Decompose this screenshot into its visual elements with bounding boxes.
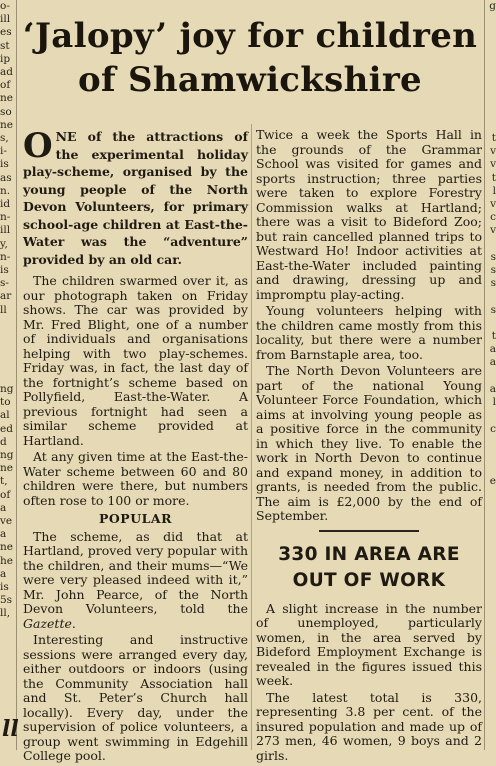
- margin-fragment: e: [489, 475, 496, 488]
- margin-fragment: is: [0, 580, 9, 593]
- body-paragraph: At any given time at the East-the-Water scheme between 60 and 80 children were there, but numbers often rose to 100 or more.: [23, 449, 248, 508]
- section-divider: [319, 530, 419, 532]
- secondary-headline-line-2: OUT OF WORK: [292, 569, 446, 591]
- margin-fragment: y,: [0, 237, 8, 250]
- secondary-headline: [256, 542, 482, 594]
- body-paragraph: Interesting and instructive sessions were arranged every day, either outdoors or indoors (using the Community Association hall and St. Peter’s Church hall locally). Every day, under the supervision of police volunteers, a group went swimming in Edgehill College pool.: [23, 632, 248, 763]
- margin-fragment: a: [489, 356, 496, 369]
- margin-fragment: is: [0, 158, 9, 171]
- body-paragraph: Twice a week the Sports Hall in the grounds of the Grammar School was visited for games and sports instruction; three parties were taken to explore Forestry Commission walks at Hartland; there was a visit to Bideford Zoo; but rain cancelled planned trips to Westward Ho! Indoor activities at East-the-Water included painting and drawing, dressing up and impromptu play-acting.: [256, 127, 482, 302]
- margin-fragment: [0, 370, 14, 383]
- margin-fragment: t: [491, 132, 496, 145]
- margin-fragment: [486, 66, 496, 79]
- secondary-headline-line-1: 330 IN AREA ARE: [278, 543, 460, 565]
- margin-fragment: ad: [0, 66, 13, 79]
- margin-fragment: n-: [0, 250, 11, 263]
- margin-fragment: a: [0, 528, 7, 541]
- margin-fragment: i-: [0, 145, 7, 158]
- margin-fragment: [0, 356, 14, 369]
- margin-fragment: of: [0, 488, 11, 501]
- margin-fragment: ill: [0, 224, 11, 237]
- margin-fragment: [486, 436, 496, 449]
- margin-fragment: c: [490, 422, 496, 435]
- margin-fragment: st: [0, 39, 10, 52]
- margin-fragment: t: [491, 171, 496, 184]
- margin-fragment: [486, 462, 496, 475]
- margin-fragment: t: [491, 330, 496, 343]
- margin-fragment: [486, 79, 496, 92]
- margin-fragment: n.: [0, 184, 11, 197]
- column-rule-left: [16, 0, 17, 750]
- headline-line-1: ‘Jalopy’ joy for children: [22, 16, 478, 56]
- margin-fragment: [486, 409, 496, 422]
- body-paragraph: A slight increase in the number of unemployed, particularly women, in the area served by Bideford Employment Exchange is revealed in the figures issued this week.: [256, 600, 482, 688]
- margin-mark: ll: [2, 716, 19, 742]
- margin-fragment: 5s: [0, 594, 13, 607]
- margin-fragment: [486, 317, 496, 330]
- margin-fragment: t,: [0, 475, 8, 488]
- margin-fragment: [0, 343, 14, 356]
- margin-fragment: [486, 106, 496, 119]
- margin-fragment: v: [490, 198, 496, 211]
- margin-fragment: ne: [0, 92, 13, 105]
- margin-fragment: of: [0, 79, 11, 92]
- margin-fragment: al: [0, 409, 10, 422]
- drop-cap: O: [23, 126, 53, 166]
- margin-fragment: [486, 449, 496, 462]
- margin-fragment: ve: [0, 514, 13, 527]
- margin-fragment: ne: [0, 462, 13, 475]
- margin-fragment: v: [490, 145, 496, 158]
- margin-fragment: o-: [0, 0, 10, 12]
- subheading-popular: POPULAR: [99, 511, 172, 526]
- margin-fragment: s: [490, 264, 496, 277]
- margin-fragment: a: [489, 343, 496, 356]
- margin-fragment: ed: [0, 422, 13, 435]
- body-paragraph: The North Devon Volunteers are part of the national Young Volunteer Force Foundation, which aims at involving young people as a positive force in the community in which they live. To enable the work in North Devon to continue and expand money, in addition to grants, is needed from the public. The aim is £2,000 by the end of September.: [256, 363, 482, 523]
- lede-text: NE of the attractions of the experimental holiday play-scheme, organised by the young people of the North Devon Volunteers, for primary school-age children at East-the-Water was the “adventure” provided by an old car.: [23, 129, 248, 267]
- quote-text: The scheme, as did that at Hartland, proved very popular with the children, and their mums—“We were very pleased indeed with it,” Mr. John Pearce, of the North Devon Volunteers, told the: [23, 528, 248, 616]
- margin-fragment: [486, 26, 496, 39]
- margin-fragment: [486, 13, 496, 26]
- margin-fragment: s: [490, 250, 496, 263]
- margin-fragment: s-: [0, 277, 9, 290]
- newspaper-name: Gazette: [23, 615, 72, 631]
- article-column-1: [23, 128, 248, 766]
- margin-fragment: id: [0, 198, 11, 211]
- article-headline: [20, 14, 480, 102]
- body-paragraph: [23, 530, 248, 632]
- margin-fragment: s: [490, 303, 496, 316]
- margin-fragment: ll,: [0, 607, 11, 620]
- margin-fragment: es: [0, 26, 12, 39]
- margin-fragment: is: [0, 264, 9, 277]
- margin-fragment: c: [490, 211, 496, 224]
- margin-fragment: [0, 330, 14, 343]
- margin-fragment: s: [490, 277, 496, 290]
- margin-fragment: [0, 317, 14, 330]
- right-margin-fragments: [486, 0, 496, 750]
- margin-fragment: ng: [0, 448, 14, 461]
- headline-line-2: of Shamwickshire: [78, 60, 422, 100]
- margin-fragment: he: [0, 554, 13, 567]
- margin-fragment: ne: [0, 541, 13, 554]
- margin-fragment: ill: [0, 13, 11, 26]
- margin-fragment: [486, 238, 496, 251]
- margin-fragment: l: [492, 396, 496, 409]
- body-paragraph: The latest total is 330, representing 3.8 per cent. of the insured population and made up of 273 men, 46 women, 9 boys and 2 girls.: [256, 689, 482, 763]
- margin-fragment: a: [0, 501, 7, 514]
- left-margin-fragments: [0, 0, 14, 750]
- margin-fragment: as: [0, 171, 12, 184]
- body-paragraph: Young volunteers helping with the children came mostly from this locality, but there were a number from Barnstaple area, too.: [256, 303, 482, 362]
- margin-fragment: [486, 370, 496, 383]
- margin-fragment: ar: [0, 290, 12, 303]
- margin-fragment: l: [492, 184, 496, 197]
- margin-fragment: [486, 92, 496, 105]
- margin-fragment: v: [490, 224, 496, 237]
- margin-fragment: [486, 40, 496, 53]
- margin-fragment: g: [489, 0, 496, 12]
- margin-fragment: n-: [0, 211, 11, 224]
- margin-fragment: [486, 53, 496, 66]
- column-rule-right: [484, 0, 485, 750]
- margin-fragment: ll: [0, 303, 7, 316]
- margin-fragment: v: [490, 158, 496, 171]
- column-rule-middle: [251, 124, 252, 750]
- margin-fragment: s,: [0, 132, 9, 145]
- quote-end: .: [71, 615, 76, 631]
- margin-fragment: a: [489, 382, 496, 395]
- margin-fragment: a: [0, 567, 7, 580]
- body-paragraph: The children swarmed over it, as our photograph taken on Friday shows. The car was provided by Mr. Fred Blight, one of a number of individuals and organisations helping with two play-schemes. Friday was, in fact, the last day of the fortnight’s scheme based on Pollyfield, East-the-Water. A previous fortnight had seen a similar scheme provided at Hartland.: [23, 273, 248, 448]
- margin-fragment: [486, 290, 496, 303]
- margin-fragment: so: [0, 105, 12, 118]
- article-column-2: [256, 128, 482, 765]
- margin-fragment: [486, 119, 496, 132]
- margin-fragment: ng: [0, 382, 14, 395]
- margin-fragment: ip: [0, 52, 11, 65]
- lede-paragraph: [23, 128, 248, 268]
- margin-fragment: ne: [0, 118, 13, 131]
- margin-fragment: to: [0, 396, 11, 409]
- margin-fragment: d: [0, 435, 7, 448]
